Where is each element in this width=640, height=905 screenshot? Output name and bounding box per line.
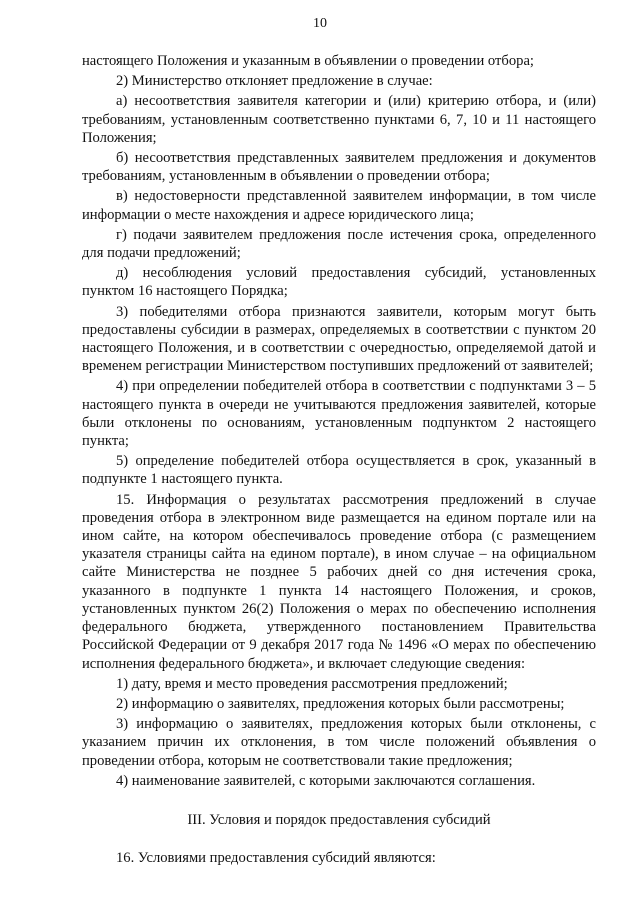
paragraph: настоящего Положения и указанным в объявлении о проведении отбора; [82,53,534,69]
paragraph: 1) дату, время и место проведения рассмотрения предложений; [116,675,508,692]
paragraph: 15. Информация о результатах рассмотрения предложений в случае проведения отбора в электронном виде размещается на едином портале или на ином сайте, на котором обеспечивалось проведение отбора (с размещением указателя страницы сайта на едином портале), в ином случае – на официальном сайте Министерства не позднее 5 рабочих дней со дня истечения срока, указанного в подпункте 1 пункта 14 настоящего Положения, и сроков, установленных пунктом 26(2) Положения о мерах по обеспечению исполнения федерального бюджета, утвержденного постановлением Правительства Российской Федерации от 9 декабря 2017 года № 1496 «О мерах по обеспечению исполнения федерального бюджета», и включает следующие сведения: [82,491,596,672]
paragraph: а) несоответствия заявителя категории и (или) критерию отбора, и (или) требованиям, установленным соответственно пунктами 6, 7, 10 и 11 настоящего Положения; [82,93,596,146]
paragraph: г) подачи заявителем предложения после истечения срока, определенного для подачи предложений; [82,226,596,262]
paragraph: 2) информацию о заявителях, предложения которых были рассмотрены; [116,695,565,712]
paragraph-group-bottom [82,849,596,867]
paragraph: 4) наименование заявителей, с которыми заключаются соглашения. [116,772,536,789]
document-body [82,52,596,869]
paragraph: 3) информацию о заявителях, предложения которых были отклонены, с указанием причин их отклонения, в том числе положений объявления о проведении отбора, которым не соответствовали такие предложения; [82,716,596,769]
paragraph: б) несоответствия представленных заявителем предложения и документов требованиям, установленным в объявлении о проведении отбора; [82,150,596,185]
section-heading: III. Условия и порядок предоставления субсидий [187,811,491,828]
paragraph: 3) победителями отбора признаются заявители, которым могут быть предоставлены субсидии в размерах, определяемых в соответствии с пунктом 20 настоящего Положения, и в соответствии с очередностью, определяемой датой и временем регистрации Министерством поступивших предложений от заявителей; [82,303,596,375]
paragraph: в) недостоверности представленной заявителем информации, в том числе информации о месте нахождения и адресе юридического лица; [82,188,596,223]
paragraph: 16. Условиями предоставления субсидий являются: [116,850,436,867]
paragraph: 4) при определении победителей отбора в соответствии с подпунктами 3 – 5 настоящего пункта в очереди не учитываются предложения заявителей, которые были отклонены по основаниям, установленным подпунктом 2 настоящего пункта; [82,378,596,450]
paragraph: 5) определение победителей отбора осуществляется в срок, указанный в подпункте 1 настоящего пункта. [82,453,596,488]
paragraph-group-top [82,52,596,790]
paragraph: 2) Министерство отклоняет предложение в случае: [116,73,433,90]
page-number: 10 [313,16,327,31]
paragraph: д) несоблюдения условий предоставления субсидий, установленных пунктом 16 настоящего Порядка; [82,265,596,300]
